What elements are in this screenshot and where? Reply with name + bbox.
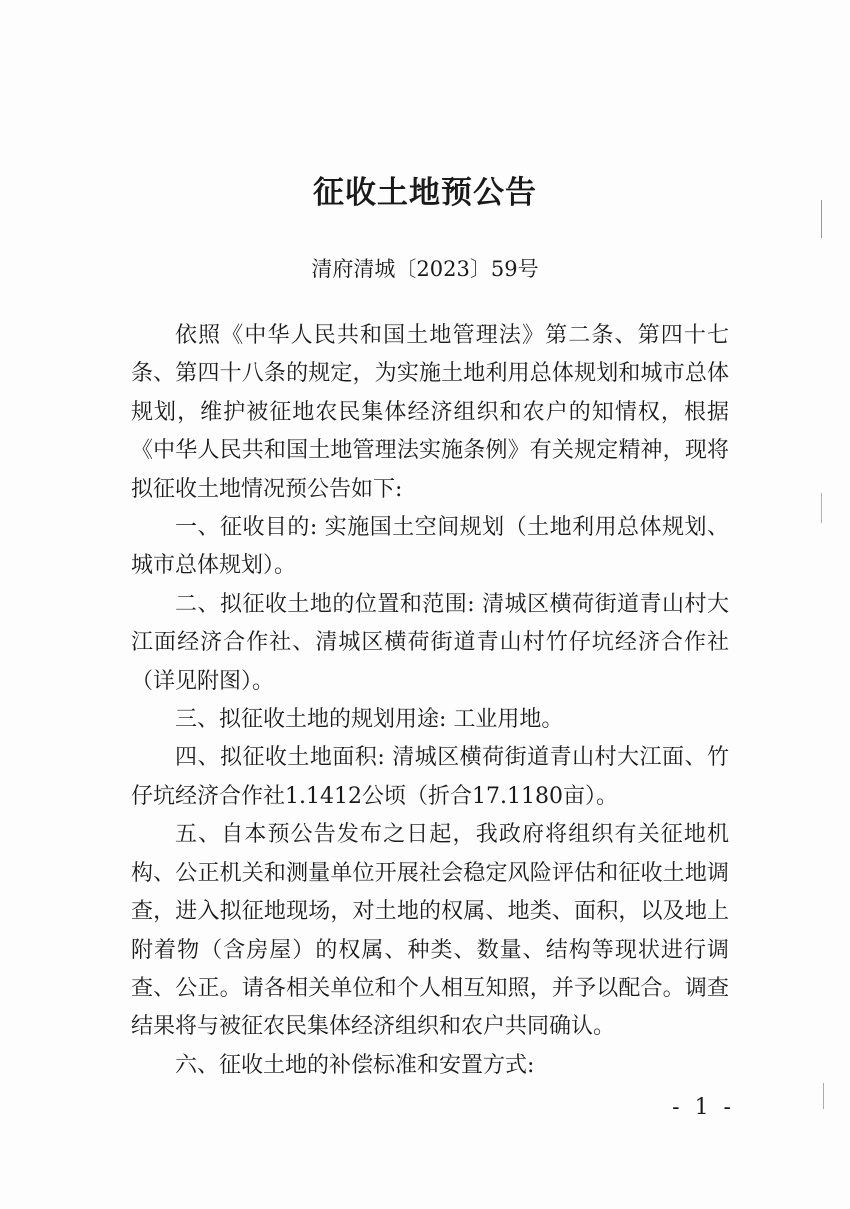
document-title: 征收土地预公告 (313, 175, 537, 211)
paragraph-survey: 五、自本预公告发布之日起，我政府将组织有关征地机构、公正机关和测量单位开展社会稳定风险评估和征收土地调查，进入拟征地现场，对土地的权属、地类、面积，以及地上附着物（含房屋）的权属、种类、数量、结构等现状进行调查、公正。请各相关单位和个人相互知照，并予以配合。调查结果将与被征农民集体经济组织和农户共同确认。 (131, 822, 729, 1040)
document-body (131, 317, 729, 1085)
paragraph-planned-use: 三、拟征收土地的规划用途: 工业用地。 (175, 707, 564, 733)
scan-mark (821, 200, 822, 238)
paragraph-area: 四、拟征收土地面积: 清城区横荷街道青山村大江面、竹仔坑经济合作社1.1412公顷（折合17.1180亩）。 (131, 745, 729, 809)
paragraph-location: 二、拟征收土地的位置和范围: 清城区横荷街道青山村大江面经济合作社、清城区横荷街道青山村竹仔坑经济合作社（详见附图）。 (131, 591, 729, 694)
paragraph-compensation: 六、征收土地的补偿标准和安置方式: (175, 1052, 535, 1078)
paragraph-purpose: 一、征收目的: 实施国土空间规划（土地利用总体规划、城市总体规划）。 (131, 515, 729, 579)
page-number: - 1 - (672, 1095, 735, 1120)
document-number: 清府清城〔2023〕59号 (311, 257, 539, 281)
paragraph-intro: 依照《中华人民共和国土地管理法》第二条、第四十七条、第四十八条的规定，为实施土地利用总体规划和城市总体规划，维护被征地农民集体经济组织和农户的知情权，根据《中华人民共和国土地管理法实施条例》有关规定精神，现将拟征收土地情况预公告如下: (131, 323, 729, 502)
scan-mark (821, 493, 822, 523)
scan-mark (823, 1083, 824, 1109)
